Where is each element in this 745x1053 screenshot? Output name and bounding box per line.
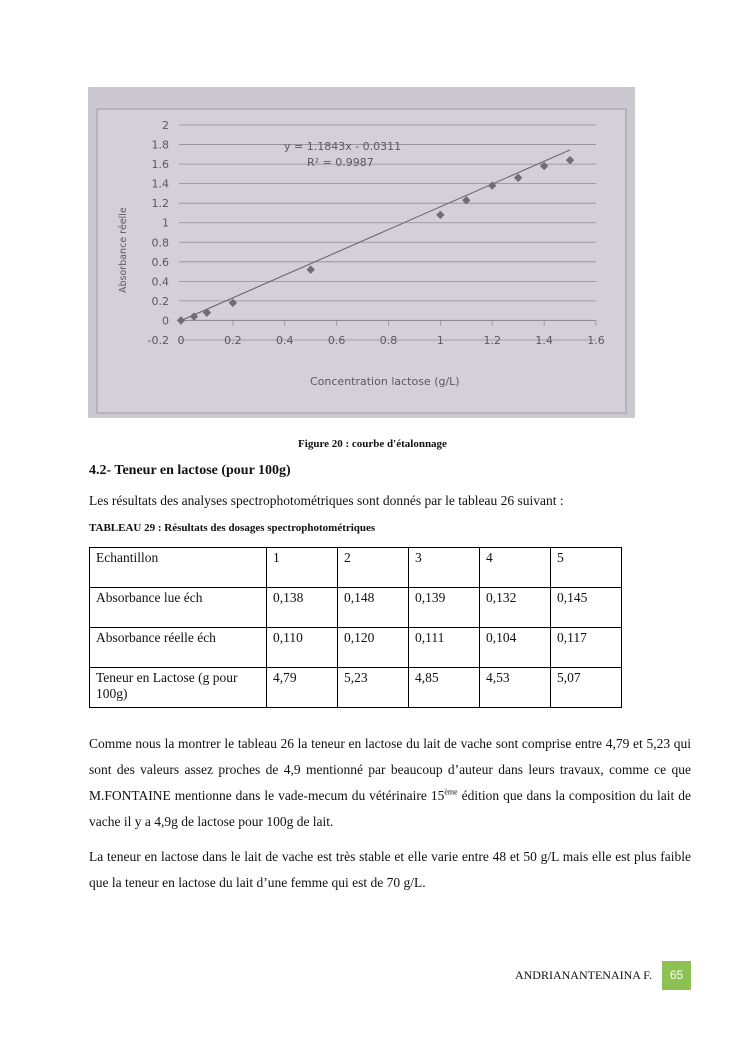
page-number: 65	[662, 961, 691, 990]
table-cell: 1	[267, 548, 338, 588]
row-label: Echantillon	[90, 548, 267, 588]
y-tick-label: 0	[162, 314, 169, 328]
table-cell: 4,79	[267, 668, 338, 708]
y-tick-label: 1.8	[151, 138, 169, 152]
y-tick-label: 2	[162, 119, 169, 132]
results-table	[89, 547, 622, 708]
x-tick-label: 1.4	[535, 334, 553, 347]
y-tick-label: 1	[162, 216, 169, 230]
x-tick-label: 0.4	[276, 334, 294, 347]
x-tick-label: 1.6	[587, 334, 605, 347]
row-label: Absorbance réelle éch	[90, 628, 267, 668]
table-cell: 0,148	[338, 588, 409, 628]
table-cell: 0,132	[480, 588, 551, 628]
table-cell: 0,120	[338, 628, 409, 668]
table-cell: 5,07	[551, 668, 622, 708]
superscript-eme: ème	[444, 787, 458, 797]
table-row	[90, 628, 622, 668]
x-tick-label: 0.6	[327, 334, 346, 347]
chart-r-squared: R² = 0.9987	[307, 156, 374, 169]
table-row	[90, 548, 622, 588]
table-cell: 0,117	[551, 628, 622, 668]
table-cell: 0,139	[409, 588, 480, 628]
section-title: 4.2- Teneur en lactose (pour 100g)	[89, 463, 291, 478]
paragraph-1-text-end: édition que dans la composition du lait de vache il y a 4,9g de lactose pour 100g de lait.	[89, 788, 691, 829]
table-row	[90, 588, 622, 628]
table-cell: 4	[480, 548, 551, 588]
y-tick-label: 0.8	[151, 236, 169, 250]
chart-x-axis-label: Concentration lactose (g/L)	[310, 375, 460, 388]
y-tick-label: 0.2	[151, 294, 169, 308]
table-cell: 4,85	[409, 668, 480, 708]
calibration-chart-photo	[88, 87, 635, 418]
table-cell: 0,138	[267, 588, 338, 628]
paragraph-1-text: Comme nous la montrer le tableau 26 la teneur en lactose du lait de vache sont comprise entre 4,79 et 5,23 qui sont des valeurs assez proches de 4,9 mentionné par beaucoup d’auteur dans leurs travaux, comme ce que M.FONTAINE mentionne dans le vade-mecum du vétérinaire 15	[89, 736, 691, 803]
row-label: Absorbance lue éch	[90, 588, 267, 628]
table-cell: 0,104	[480, 628, 551, 668]
x-tick-label: 1	[436, 334, 444, 347]
y-tick-label: 0.6	[151, 255, 169, 269]
y-tick-label: 1.2	[151, 197, 169, 211]
table-cell: 5,23	[338, 668, 409, 708]
table-cell: 2	[338, 548, 409, 588]
table-row	[90, 668, 622, 708]
table-cell: 0,111	[409, 628, 480, 668]
y-tick-label: -0.2	[147, 334, 169, 347]
chart-y-axis-label: Absorbance réelle	[118, 207, 129, 293]
x-tick-label: 0.8	[379, 334, 398, 347]
table-cell: 5	[551, 548, 622, 588]
row-label: Teneur en Lactose (g pour 100g)	[90, 668, 267, 708]
chart-equation: y = 1.1843x - 0.0311	[284, 140, 402, 153]
y-tick-label: 1.6	[151, 158, 169, 172]
table-cell: 0,110	[267, 628, 338, 668]
table-cell: 3	[409, 548, 480, 588]
table-caption: TABLEAU 29 : Résultats des dosages spectrophotométriques	[89, 522, 376, 534]
y-tick-label: 1.4	[151, 177, 169, 191]
intro-text: Les résultats des analyses spectrophotométriques sont donnés par le tableau 26 suivant :	[89, 493, 564, 508]
x-tick-label: 0	[177, 334, 185, 347]
calibration-chart	[88, 87, 635, 418]
footer-author: ANDRIANANTENAINA F.	[514, 968, 652, 982]
paragraph-1	[89, 731, 691, 835]
table-cell: 4,53	[480, 668, 551, 708]
table-cell: 0,145	[551, 588, 622, 628]
paragraph-2: La teneur en lactose dans le lait de vache est très stable et elle varie entre 48 et 50 g/L mais elle est plus faible que la teneur en lactose du lait d’une femme qui est de 70 g/L.	[89, 849, 691, 890]
figure-caption: Figure 20 : courbe d'étalonnage	[298, 438, 447, 450]
y-tick-label: 0.4	[151, 275, 169, 289]
x-tick-label: 1.2	[483, 334, 501, 347]
x-tick-label: 0.2	[224, 334, 242, 347]
